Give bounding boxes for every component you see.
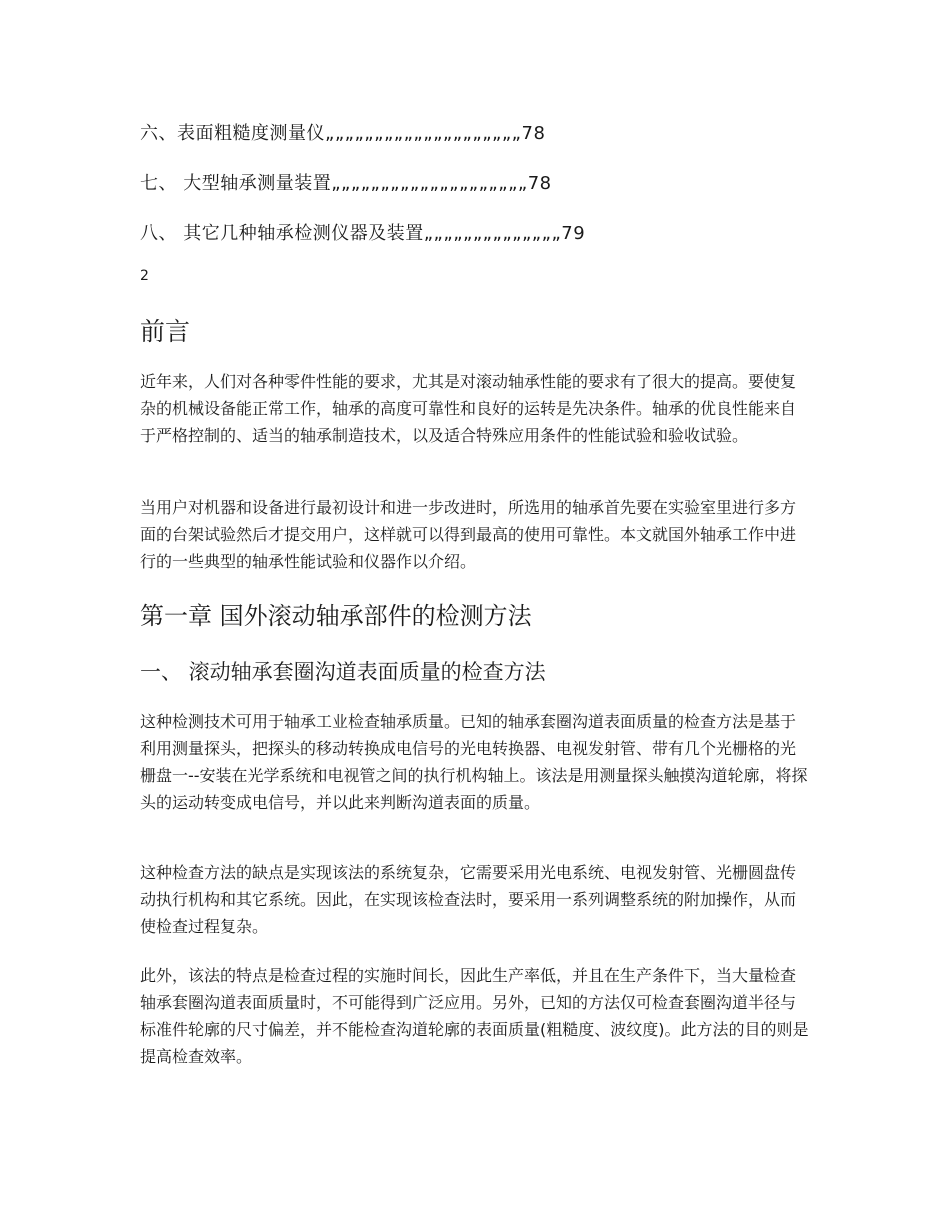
toc-entry-7[interactable]: 七、 大型轴承测量装置„„„„„„„„„„„„„„„„„„„„78 [140, 173, 552, 194]
toc-entry-6[interactable]: 六、表面粗糙度测量仪„„„„„„„„„„„„„„„„„„„„78 [140, 123, 546, 144]
chapter-heading: 第一章 国外滚动轴承部件的检测方法 [140, 602, 532, 630]
chapter-paragraph-3: 此外，该法的特点是检查过程的实施时间长，因此生产率低，并且在生产条件下，当大量检查轴承套圈沟道表面质量时，不可能得到广泛应用。另外，已知的方法仅可检查套圈沟道半径与标准件轮廓的尺寸偏差，并不能检查沟道轮廓的表面质量(粗糙度、波纹度)。此方法的目的则是提高检查效率。 [140, 966, 809, 1066]
toc-entry-8[interactable]: 八、 其它几种轴承检测仪器及装置„„„„„„„„„„„„„„79 [140, 223, 586, 244]
preface-paragraph-2: 当用户对机器和设备进行最初设计和进一步改进时，所选用的轴承首先要在实验室里进行多方面的台架试验然后才提交用户，这样就可以得到最高的使用可靠性。本文就国外轴承工作中进行的一些典型的轴承性能试验和仪器作以介绍。 [140, 498, 797, 571]
page-number: 2 [140, 268, 149, 284]
preface-heading: 前言 [140, 317, 191, 346]
chapter-paragraph-1: 这种检测技术可用于轴承工业检查轴承质量。已知的轴承套圈沟道表面质量的检查方法是基于利用测量探头，把探头的移动转换成电信号的光电转换器、电视发射管、带有几个光栅格的光栅盘一--安装在光学系统和电视管之间的执行机构轴上。该法是用测量探头触摸沟道轮廓，将探头的运动转变成电信号，并以此来判断沟道表面的质量。 [140, 712, 808, 812]
preface-paragraph-1: 近年来，人们对各种零件性能的要求，尤其是对滚动轴承性能的要求有了很大的提高。要使复杂的机械设备能正常工作，轴承的高度可靠性和良好的运转是先决条件。轴承的优良性能来自于严格控制的、适当的轴承制造技术，以及适合特殊应用条件的性能试验和验收试验。 [140, 372, 797, 445]
section-heading: 一、 滚动轴承套圈沟道表面质量的检查方法 [140, 660, 546, 684]
chapter-paragraph-2: 这种检查方法的缺点是实现该法的系统复杂，它需要采用光电系统、电视发射管、光栅圆盘传动执行机构和其它系统。因此，在实现该检查法时，要采用一系列调整系统的附加操作，从而使检查过程复杂。 [140, 863, 797, 936]
